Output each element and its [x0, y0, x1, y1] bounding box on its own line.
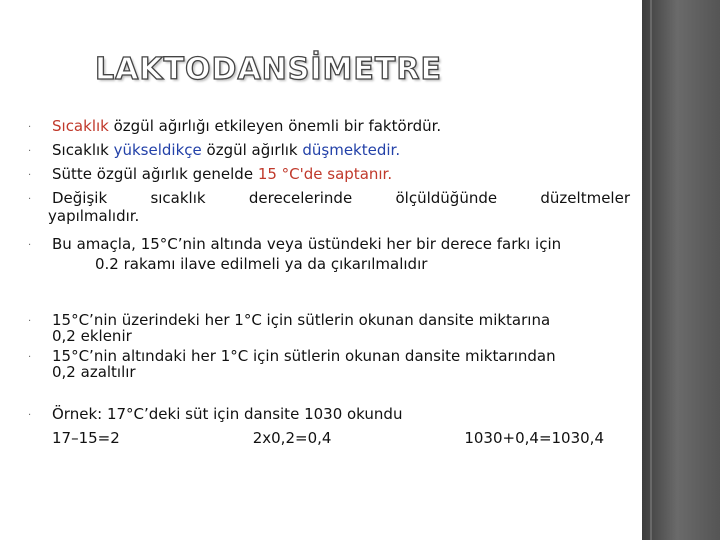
bullet-marker: ·	[28, 410, 32, 421]
bullet-marker: ·	[28, 352, 32, 363]
bullet-5-line-2: 0.2 rakamı ilave edilmeli ya da çıkarılmalıdır	[95, 255, 428, 273]
bullet-3: Sütte özgül ağırlık genelde 15 °C'de saptanır.	[52, 165, 393, 183]
bullet-4-line-2: yapılmalıdır.	[48, 207, 140, 225]
highlight-blue: düşmektedir.	[302, 141, 401, 159]
highlight-red: 15 °C'de saptanır.	[257, 165, 393, 183]
bullet-marker: ·	[28, 170, 32, 181]
bullet-marker: ·	[28, 240, 32, 251]
bullet-marker: ·	[28, 316, 32, 327]
bullet-6-line-1: 15°C’nin üzerindeki her 1°C için sütlerin okunan dansite miktarına	[52, 311, 551, 329]
example-line-2	[52, 429, 604, 447]
bullet-4-line-1: Değişik sıcaklık derecelerinde ölçüldüğünde düzeltmeler	[52, 189, 630, 207]
bullet-1: Sıcaklık özgül ağırlığı etkileyen önemli bir faktördür.	[52, 117, 442, 135]
decorative-sidebar	[642, 0, 720, 540]
bullet-5-line-1: Bu amaçla, 15°C’nin altında veya üstündeki her bir derece farkı için	[52, 235, 562, 253]
bullet-2: Sıcaklık yükseldikçe özgül ağırlık düşmektedir.	[52, 141, 401, 159]
example-calc-2: 2x0,2=0,4	[252, 429, 332, 447]
bullet-7-line-2: 0,2 azaltılır	[52, 363, 136, 381]
example-calc-1: 17–15=2	[52, 429, 120, 447]
highlight-red: Sıcaklık	[52, 117, 109, 135]
bullet-6-line-2: 0,2 eklenir	[52, 327, 132, 345]
bullet-marker: ·	[28, 146, 32, 157]
slide-title: LAKTODANSİMETRE	[95, 52, 442, 87]
bullet-marker: ·	[28, 122, 32, 133]
example-line-1: Örnek: 17°C’deki süt için dansite 1030 okundu	[52, 405, 403, 423]
bullet-7-line-1: 15°C’nin altındaki her 1°C için sütlerin okunan dansite miktarından	[52, 347, 556, 365]
bullet-marker: ·	[28, 194, 32, 205]
highlight-blue: yükseldikçe	[113, 141, 202, 159]
example-calc-3: 1030+0,4=1030,4	[464, 429, 604, 447]
